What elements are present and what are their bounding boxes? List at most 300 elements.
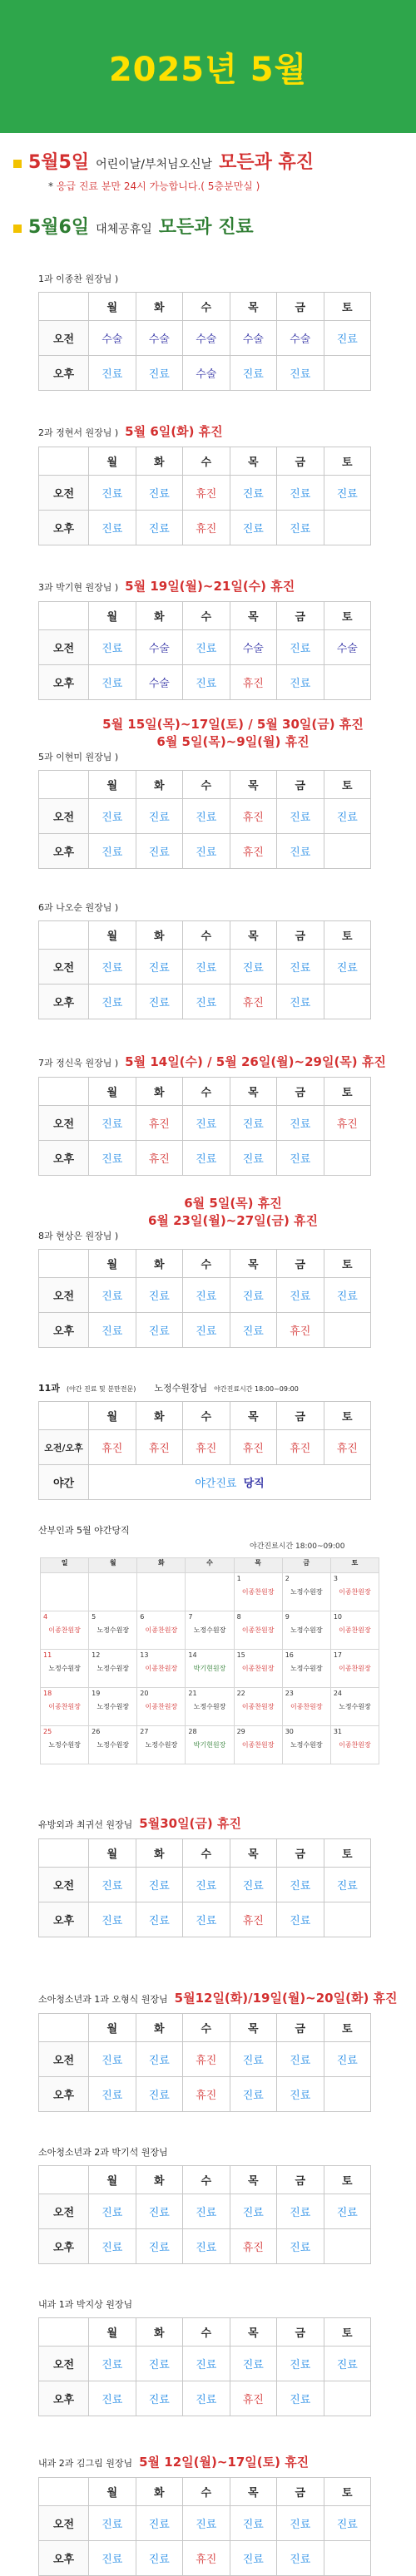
calendar-date: 13	[140, 1651, 149, 1659]
night-dept-note: (야간 진료 및 분만전문)	[66, 1385, 136, 1393]
department-section	[38, 2453, 403, 2576]
schedule-cell: 진료	[183, 1313, 230, 1348]
day-header: 목	[230, 602, 277, 630]
day-header: 월	[89, 1839, 136, 1868]
corner-cell	[39, 2478, 89, 2506]
schedule-cell: 진료	[230, 2347, 277, 2381]
schedule-cell: 진료	[230, 1141, 277, 1176]
schedule-cell	[324, 2381, 371, 2416]
schedule-cell: 수술	[183, 321, 230, 356]
department-section	[38, 2297, 403, 2416]
department-name: 1과 이종찬 원장님 )	[38, 274, 119, 284]
day-header: 화	[136, 602, 183, 630]
department-name: 3과 박기현 원장님 )	[38, 582, 119, 593]
calendar-day	[137, 1688, 186, 1726]
calendar-day	[186, 1650, 234, 1688]
schedule-cell	[324, 1313, 371, 1348]
calendar-day	[137, 1573, 186, 1611]
department-title	[38, 901, 403, 914]
holiday-note	[48, 179, 403, 193]
night-duty-cell	[89, 1465, 371, 1500]
schedule-cell: 수술	[277, 321, 324, 356]
schedule-cell: 진료	[183, 799, 230, 834]
department-schedules	[0, 272, 416, 1348]
calendar-day	[234, 1688, 282, 1726]
department-title	[38, 1814, 403, 1832]
day-header: 월	[89, 1078, 136, 1106]
day-header: 월	[89, 602, 136, 630]
schedule-cell: 진료	[183, 834, 230, 869]
closure-notice: 6월 23일(월)~27일(금) 휴진	[147, 1213, 319, 1228]
schedule-cell: 진료	[277, 1278, 324, 1313]
schedule-cell: 진료	[277, 630, 324, 665]
day-header: 금	[277, 921, 324, 950]
day-header: 월	[89, 2166, 136, 2194]
schedule-cell: 휴진	[183, 511, 230, 545]
schedule-cell: 휴진	[183, 476, 230, 511]
calendar-day	[186, 1611, 234, 1650]
calendar-week	[41, 1688, 379, 1726]
day-header: 월	[89, 1402, 136, 1430]
night-duty-label: 당직	[243, 1478, 265, 1490]
day-header: 금	[277, 1839, 324, 1868]
schedule-cell: 휴진	[230, 2229, 277, 2264]
night-dept-hours: 야간진료시간 18:00~09:00	[214, 1385, 299, 1393]
schedule-cell: 진료	[89, 2541, 136, 2576]
schedule-cell: 진료	[183, 630, 230, 665]
calendar-duty-doctor: 이종찬원장	[339, 1665, 371, 1672]
day-header: 수	[183, 2166, 230, 2194]
day-header: 목	[230, 1402, 277, 1430]
schedule-cell: 진료	[89, 834, 136, 869]
schedule-cell: 수술	[136, 665, 183, 700]
calendar-date: 5	[92, 1613, 97, 1621]
schedule-cell	[324, 511, 371, 545]
schedule-cell: 진료	[136, 2381, 183, 2416]
calendar-date: 11	[43, 1651, 52, 1659]
calendar-day	[41, 1726, 89, 1764]
calendar-duty-doctor: 노정수원장	[290, 1626, 323, 1634]
day-header: 토	[324, 921, 371, 950]
day-header: 목	[230, 2014, 277, 2042]
calendar-date: 7	[188, 1613, 193, 1621]
calendar-day	[41, 1573, 89, 1611]
calendar-day	[282, 1573, 330, 1611]
department-title	[38, 750, 403, 763]
calendar-date: 12	[92, 1651, 101, 1659]
schedule-cell: 진료	[183, 1902, 230, 1937]
night-department	[38, 1381, 403, 1500]
row-label-pm: 오후	[39, 511, 89, 545]
schedule-cell: 휴진	[230, 834, 277, 869]
calendar-day	[41, 1611, 89, 1650]
schedule-cell: 진료	[89, 985, 136, 1019]
schedule-cell: 진료	[89, 356, 136, 391]
calendar-duty-doctor: 노정수원장	[290, 1665, 323, 1672]
calendar-day	[330, 1650, 379, 1688]
department-section	[38, 1814, 403, 1937]
schedule-table	[38, 1838, 371, 1937]
department-name: 소아청소년과 1과 오형식 원장님	[38, 1994, 168, 2005]
row-label-pm: 오후	[39, 2229, 89, 2264]
calendar-duty-doctor: 노정수원장	[193, 1703, 226, 1710]
department-section	[38, 422, 403, 545]
schedule-cell: 진료	[277, 834, 324, 869]
calendar-date: 6	[140, 1613, 145, 1621]
schedule-cell: 진료	[89, 2506, 136, 2541]
calendar-date: 19	[92, 1690, 101, 1697]
department-title	[38, 577, 403, 595]
schedule-cell: 휴진	[277, 1430, 324, 1465]
schedule-cell: 진료	[230, 1868, 277, 1902]
day-header: 월	[89, 2318, 136, 2347]
day-header: 금	[277, 1402, 324, 1430]
corner-cell	[39, 1250, 89, 1278]
schedule-cell: 진료	[230, 356, 277, 391]
calendar-duty-doctor: 이종찬원장	[241, 1588, 275, 1596]
department-section	[38, 715, 403, 869]
row-label-am: 오전	[39, 2042, 89, 2077]
row-label-ampm: 오전/오후	[39, 1430, 89, 1465]
holiday-notice-2	[0, 213, 416, 239]
schedule-cell: 수술	[136, 321, 183, 356]
corner-cell	[39, 293, 89, 321]
calendar-date: 18	[43, 1690, 52, 1697]
schedule-cell: 진료	[230, 2077, 277, 2112]
day-header: 금	[277, 2478, 324, 2506]
department-section	[38, 901, 403, 1019]
day-header: 토	[324, 1078, 371, 1106]
calendar-date: 20	[140, 1690, 149, 1697]
day-header: 화	[136, 2014, 183, 2042]
calendar-date: 4	[43, 1613, 48, 1621]
schedule-table	[38, 601, 371, 700]
calendar-day	[282, 1650, 330, 1688]
holiday-occasion: 어린이날/부처님오신날	[96, 158, 213, 171]
schedule-cell: 진료	[89, 2381, 136, 2416]
calendar-duty-doctor: 이종찬원장	[241, 1626, 275, 1634]
calendar-date: 8	[236, 1613, 241, 1621]
day-header: 목	[230, 771, 277, 799]
schedule-table	[38, 1249, 371, 1348]
calendar-weekday: 화	[137, 1558, 186, 1573]
schedule-cell: 진료	[277, 2347, 324, 2381]
row-label-pm: 오후	[39, 834, 89, 869]
row-label-am: 오전	[39, 799, 89, 834]
calendar-week	[41, 1573, 379, 1611]
schedule-cell: 진료	[136, 799, 183, 834]
schedule-cell: 진료	[277, 2229, 324, 2264]
schedule-cell: 진료	[183, 950, 230, 985]
calendar-date: 14	[188, 1651, 197, 1659]
calendar-duty-doctor: 박기현원장	[193, 1665, 226, 1672]
schedule-cell: 진료	[277, 1868, 324, 1902]
schedule-cell: 진료	[89, 2077, 136, 2112]
schedule-table	[38, 2013, 371, 2112]
schedule-cell: 진료	[89, 1141, 136, 1176]
schedule-cell: 진료	[277, 1902, 324, 1937]
day-header: 목	[230, 921, 277, 950]
schedule-cell	[324, 985, 371, 1019]
department-title	[38, 2145, 403, 2159]
calendar-duty-doctor: 노정수원장	[145, 1741, 178, 1749]
schedule-cell: 수술	[230, 630, 277, 665]
schedule-cell	[324, 1902, 371, 1937]
day-header: 목	[230, 1078, 277, 1106]
schedule-cell: 휴진	[183, 2541, 230, 2576]
schedule-cell: 진료	[324, 2347, 371, 2381]
schedule-cell: 진료	[183, 2194, 230, 2229]
calendar-duty-doctor: 이종찬원장	[48, 1626, 81, 1634]
day-header: 월	[89, 1250, 136, 1278]
schedule-table	[38, 292, 371, 391]
schedule-cell: 진료	[230, 2506, 277, 2541]
schedule-cell: 진료	[136, 2077, 183, 2112]
schedule-cell: 진료	[324, 950, 371, 985]
schedule-cell: 진료	[89, 630, 136, 665]
day-header: 토	[324, 2478, 371, 2506]
schedule-cell: 진료	[136, 2194, 183, 2229]
day-header: 목	[230, 1839, 277, 1868]
department-name: 5과 이현미 원장님 )	[38, 752, 119, 762]
calendar-day	[330, 1611, 379, 1650]
schedule-cell: 진료	[136, 2506, 183, 2541]
calendar-duty-doctor: 이종찬원장	[339, 1588, 371, 1596]
calendar-day	[330, 1573, 379, 1611]
schedule-cell: 진료	[230, 1278, 277, 1313]
corner-cell	[39, 771, 89, 799]
calendar-duty-doctor: 노정수원장	[48, 1665, 81, 1672]
calendar-day	[89, 1726, 137, 1764]
day-header: 목	[230, 2166, 277, 2194]
schedule-cell: 수술	[230, 321, 277, 356]
calendar-duty-doctor: 박기현원장	[193, 1741, 226, 1749]
row-label-am: 오전	[39, 950, 89, 985]
department-name: 내과 2과 김그림 원장님	[38, 2458, 133, 2469]
day-header: 화	[136, 2318, 183, 2347]
bullet-icon	[13, 160, 22, 168]
schedule-cell: 진료	[136, 2042, 183, 2077]
calendar-date: 28	[188, 1728, 197, 1735]
schedule-cell: 수술	[183, 356, 230, 391]
closure-notice: 6월 5일(목)~9일(월) 휴진	[156, 734, 310, 749]
department-title	[38, 1053, 403, 1070]
day-header: 화	[136, 2478, 183, 2506]
calendar-duty-doctor: 이종찬원장	[145, 1703, 178, 1710]
calendar-duty-doctor: 이종찬원장	[339, 1741, 371, 1749]
day-header: 토	[324, 771, 371, 799]
schedule-cell: 진료	[277, 799, 324, 834]
calendar-weekday: 월	[89, 1558, 137, 1573]
title-banner	[0, 0, 416, 133]
day-header: 화	[136, 447, 183, 476]
schedule-cell: 진료	[324, 321, 371, 356]
schedule-table	[38, 447, 371, 545]
day-header: 화	[136, 2166, 183, 2194]
schedule-cell: 진료	[136, 2229, 183, 2264]
schedule-cell: 진료	[183, 2347, 230, 2381]
schedule-cell: 진료	[183, 1868, 230, 1902]
day-header: 화	[136, 1250, 183, 1278]
schedule-cell: 휴진	[230, 1430, 277, 1465]
schedule-cell: 진료	[89, 1106, 136, 1141]
page-title: 2025년 5월	[108, 50, 308, 89]
calendar-day	[89, 1611, 137, 1650]
schedule-cell: 진료	[324, 2194, 371, 2229]
schedule-cell: 진료	[89, 1313, 136, 1348]
schedule-cell: 진료	[89, 2229, 136, 2264]
schedule-cell: 수술	[324, 630, 371, 665]
department-name: 7과 정신욱 원장님 )	[38, 1058, 119, 1068]
schedule-table	[38, 920, 371, 1019]
calendar-date: 10	[333, 1613, 343, 1621]
department-name: 소아청소년과 2과 박기석 원장님	[38, 2147, 168, 2158]
schedule-cell: 휴진	[136, 1430, 183, 1465]
calendar-date: 29	[236, 1728, 245, 1735]
calendar-day	[282, 1726, 330, 1764]
calendar-date: 15	[236, 1651, 245, 1659]
corner-cell	[39, 2318, 89, 2347]
day-header: 월	[89, 447, 136, 476]
row-label-am: 오전	[39, 1106, 89, 1141]
day-header: 금	[277, 2166, 324, 2194]
schedule-cell: 진료	[136, 476, 183, 511]
schedule-cell: 진료	[277, 2077, 324, 2112]
day-header: 월	[89, 2014, 136, 2042]
schedule-cell	[324, 2229, 371, 2264]
schedule-cell: 휴진	[324, 1430, 371, 1465]
schedule-cell: 진료	[89, 2194, 136, 2229]
calendar-date: 26	[92, 1728, 101, 1735]
day-header: 토	[324, 2318, 371, 2347]
row-label-am: 오전	[39, 2506, 89, 2541]
calendar-day	[89, 1573, 137, 1611]
row-label-am: 오전	[39, 2194, 89, 2229]
department-section	[38, 1053, 403, 1176]
calendar-duty-doctor: 이종찬원장	[145, 1626, 178, 1634]
schedule-cell: 진료	[183, 665, 230, 700]
calendar-day	[137, 1726, 186, 1764]
schedule-cell: 진료	[277, 985, 324, 1019]
schedule-cell: 진료	[89, 476, 136, 511]
schedule-cell: 진료	[89, 511, 136, 545]
calendar-day	[234, 1573, 282, 1611]
schedule-cell: 진료	[136, 356, 183, 391]
schedule-cell: 진료	[277, 2506, 324, 2541]
row-label-pm: 오후	[39, 1313, 89, 1348]
holiday-date: 5월6일	[28, 217, 90, 238]
closure-notice: 5월 14일(수) / 5월 26일(월)~29일(목) 휴진	[125, 1054, 386, 1069]
schedule-cell: 휴진	[277, 1313, 324, 1348]
calendar-day	[186, 1573, 234, 1611]
schedule-cell: 휴진	[89, 1430, 136, 1465]
closure-notice: 5월 12일(월)~17일(토) 휴진	[139, 2455, 310, 2470]
row-label-pm: 오후	[39, 1902, 89, 1937]
schedule-table	[38, 2317, 371, 2416]
schedule-cell: 진료	[230, 2541, 277, 2576]
calendar-weekday: 일	[41, 1558, 89, 1573]
day-header: 토	[324, 2166, 371, 2194]
calendar-date: 9	[285, 1613, 290, 1621]
day-header: 화	[136, 1078, 183, 1106]
calendar-duty-doctor: 노정수원장	[48, 1741, 81, 1749]
holiday-date: 5월5일	[28, 152, 90, 173]
schedule-cell: 진료	[277, 1141, 324, 1176]
calendar-date: 21	[188, 1690, 197, 1697]
schedule-cell: 진료	[89, 1868, 136, 1902]
calendar-duty-doctor: 노정수원장	[97, 1703, 130, 1710]
calendar-weekday: 수	[186, 1558, 234, 1573]
schedule-cell: 휴진	[230, 799, 277, 834]
calendar-day	[330, 1726, 379, 1764]
department-name: 유방외과 최귀선 원장님	[38, 1819, 133, 1830]
day-header: 목	[230, 2478, 277, 2506]
day-header: 수	[183, 602, 230, 630]
day-header: 화	[136, 921, 183, 950]
schedule-cell: 진료	[183, 985, 230, 1019]
day-header: 수	[183, 2318, 230, 2347]
day-header: 금	[277, 1078, 324, 1106]
schedule-cell	[324, 1141, 371, 1176]
department-section	[38, 2145, 403, 2264]
calendar-duty-doctor: 노정수원장	[97, 1665, 130, 1672]
day-header: 목	[230, 293, 277, 321]
calendar-day	[41, 1650, 89, 1688]
schedule-cell: 수술	[89, 321, 136, 356]
calendar-week	[41, 1726, 379, 1764]
schedule-cell	[324, 834, 371, 869]
schedule-table	[38, 2165, 371, 2264]
schedule-cell: 진료	[230, 1106, 277, 1141]
corner-cell	[39, 2014, 89, 2042]
schedule-cell	[324, 356, 371, 391]
schedule-cell: 진료	[324, 1868, 371, 1902]
department-title	[38, 1229, 403, 1242]
department-section	[38, 577, 403, 700]
schedule-cell: 진료	[89, 2042, 136, 2077]
day-header: 월	[89, 2478, 136, 2506]
row-label-pm: 오후	[39, 985, 89, 1019]
schedule-cell: 진료	[230, 476, 277, 511]
calendar-day	[137, 1650, 186, 1688]
calendar-date: 24	[333, 1690, 343, 1697]
schedule-cell: 진료	[136, 1902, 183, 1937]
day-header: 수	[183, 921, 230, 950]
calendar-duty-doctor: 노정수원장	[97, 1626, 130, 1634]
schedule-cell: 진료	[136, 834, 183, 869]
calendar-day	[137, 1611, 186, 1650]
calendar-date: 16	[285, 1651, 294, 1659]
day-header: 월	[89, 921, 136, 950]
calendar-duty-doctor: 이종찬원장	[290, 1703, 323, 1710]
row-label-am: 오전	[39, 476, 89, 511]
day-header: 토	[324, 2014, 371, 2042]
schedule-cell	[324, 665, 371, 700]
department-name: 8과 현상은 원장님 )	[38, 1231, 119, 1241]
day-header: 금	[277, 2014, 324, 2042]
schedule-cell: 휴진	[136, 1106, 183, 1141]
schedule-cell: 진료	[89, 2347, 136, 2381]
schedule-cell: 진료	[136, 1313, 183, 1348]
department-section	[38, 1194, 403, 1348]
schedule-cell: 휴진	[230, 665, 277, 700]
schedule-cell: 진료	[277, 1106, 324, 1141]
schedule-cell: 진료	[324, 799, 371, 834]
calendar-duty-doctor: 이종찬원장	[145, 1665, 178, 1672]
night-dept-table	[38, 1401, 371, 1500]
calendar-date: 22	[236, 1690, 245, 1697]
department-section	[38, 1989, 403, 2112]
